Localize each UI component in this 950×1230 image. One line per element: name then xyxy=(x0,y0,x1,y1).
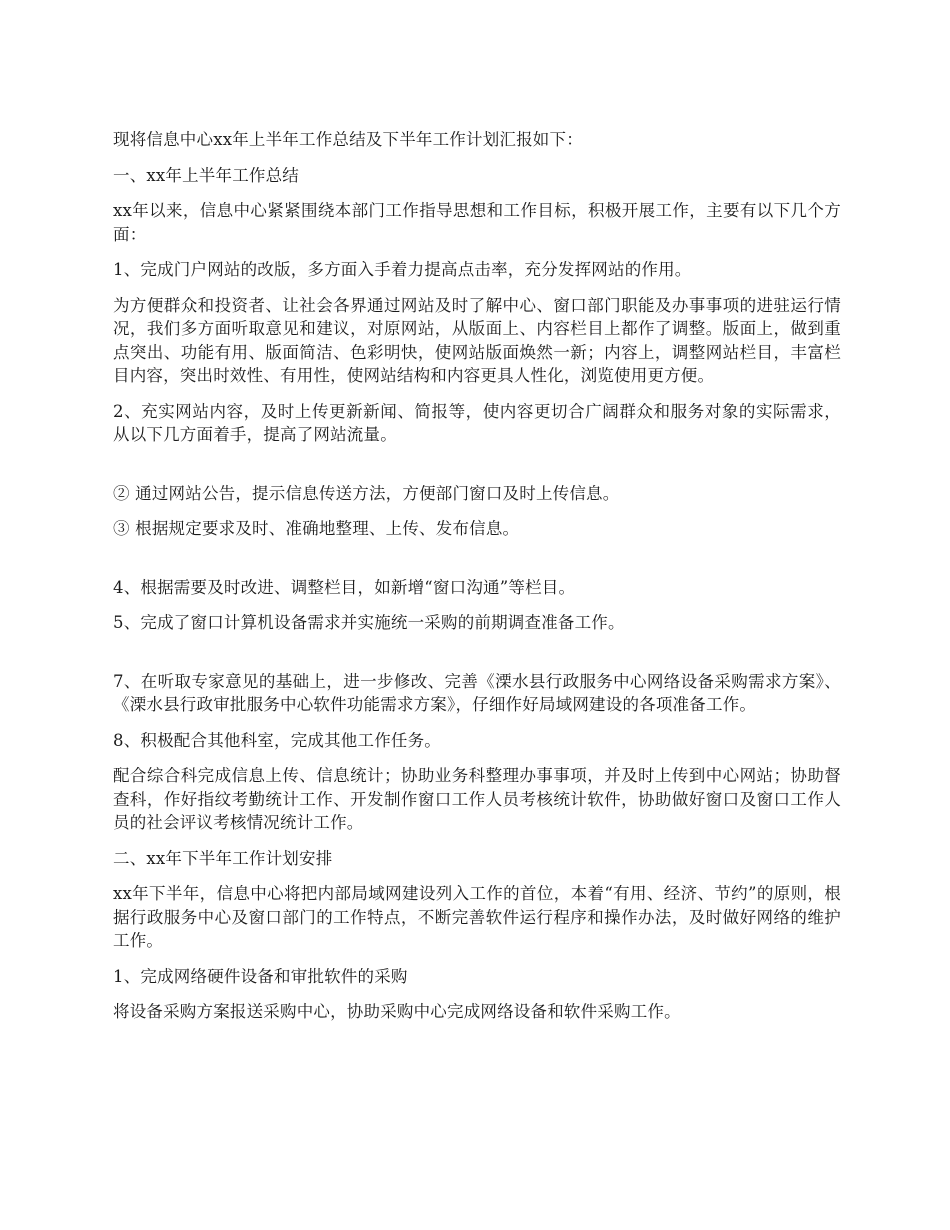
list-item: ③ 根据规定要求及时、准确地整理、上传、发布信息。 xyxy=(113,519,520,538)
list-item: 1、完成网络硬件设备和审批软件的采购 xyxy=(113,966,408,986)
blank-line xyxy=(113,459,841,482)
paragraph: xx年以来，信息中心紧紧围绕本部门工作指导思想和工作目标，积极开展工作，主要有以下几个方面： xyxy=(113,201,841,244)
document-body xyxy=(113,128,841,1036)
section-heading-second-half: 二、xx年下半年工作计划安排 xyxy=(113,848,333,868)
list-item: ② 通过网站公告，提示信息传送方法，方便部门窗口及时上传信息。 xyxy=(113,483,620,503)
list-item: 5、完成了窗口计算机设备需求并实施统一采购的前期调查准备工作。 xyxy=(113,613,625,632)
paragraph: 配合综合科完成信息上传、信息统计；协助业务科整理办事事项，并及时上传到中心网站；协助督查科，作好指纹考勤统计工作、开发制作窗口工作人员考核统计软件，协助做好窗口及窗口工作人员的社会评议考核情况统计工作。 xyxy=(113,766,841,832)
blank-line xyxy=(113,647,841,670)
intro-paragraph: 现将信息中心xx年上半年工作总结及下半年工作计划汇报如下： xyxy=(113,130,583,149)
paragraph: 将设备采购方案报送采购中心，协助采购中心完成网络设备和软件采购工作。 xyxy=(113,1002,681,1021)
paragraph: 为方便群众和投资者、让社会各界通过网站及时了解中心、窗口部门职能及办事事项的进驻运行情况，我们多方面听取意见和建议，对原网站，从版面上、内容栏目上都作了调整。版面上，做到重点突出、功能有用、版面简洁、色彩明快，使网站版面焕然一新；内容上，调整网站栏目，丰富栏目内容，突出时效性、有用性，使网站结构和内容更具人性化，浏览使用更方便。 xyxy=(113,295,841,385)
list-item: 4、根据需要及时改进、调整栏目，如新增“窗口沟通”等栏目。 xyxy=(113,577,576,597)
paragraph: xx年下半年，信息中心将把内部局域网建设列入工作的首位，本着“有用、经济、节约”的原则，根据行政服务中心及窗口部门的工作特点，不断完善软件运行程序和操作办法，及时做好网络的维护工作。 xyxy=(113,884,841,950)
list-item: 7、在听取专家意见的基础上，进一步修改、完善《溧水县行政服务中心网络设备采购需求方案》、《溧水县行政审批服务中心软件功能需求方案》，仔细作好局域网建设的各项准备工作。 xyxy=(113,671,841,714)
list-item: 1、完成门户网站的改版，多方面入手着力提高点击率，充分发挥网站的作用。 xyxy=(113,260,692,279)
blank-line xyxy=(113,553,841,576)
list-item: 2、充实网站内容，及时上传更新新闻、简报等，使内容更切合广阔群众和服务对象的实际需求，从以下几方面着手，提高了网站流量。 xyxy=(113,401,841,444)
list-item: 8、积极配合其他科室，完成其他工作任务。 xyxy=(113,730,441,750)
section-heading-first-half: 一、xx年上半年工作总结 xyxy=(113,165,300,185)
